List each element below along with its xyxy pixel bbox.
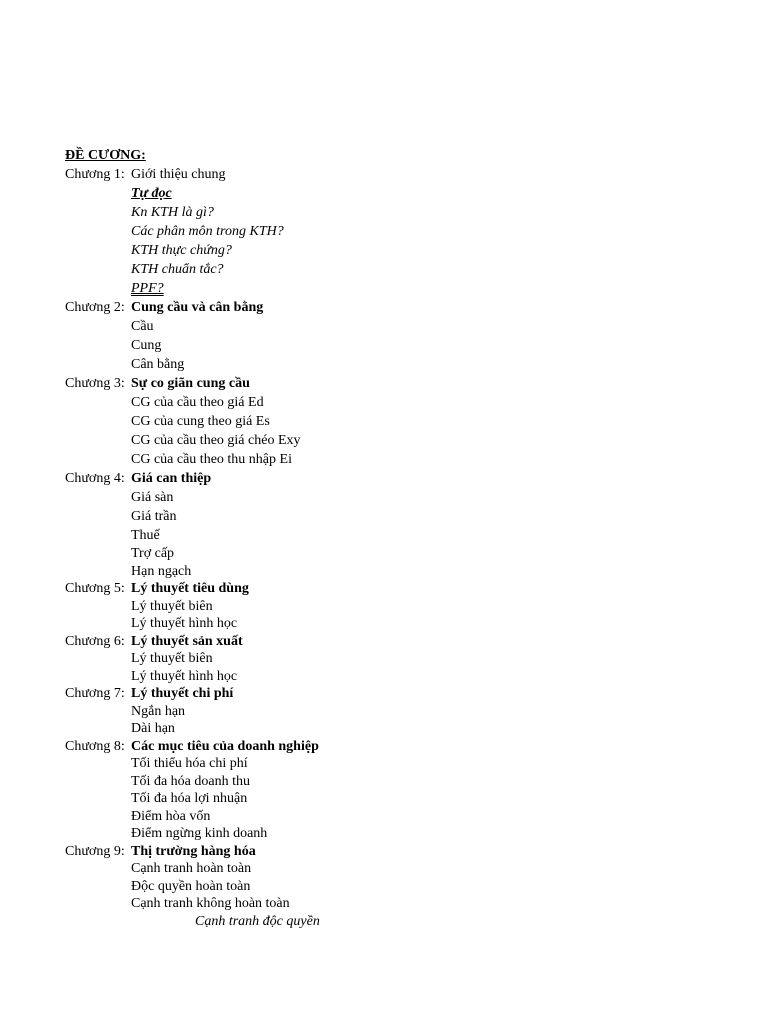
topic-row [65,878,705,896]
topic-item: Kn KTH là gì? [131,205,214,220]
chapter-row [65,374,705,393]
topic-row [65,488,705,507]
topic-row [65,895,705,913]
topic-row [65,184,705,203]
chapter-label: Chương 7: [65,686,125,701]
topic-item: Tối thiểu hóa chi phí [131,756,248,771]
topic-row [65,913,705,931]
outline-list [65,165,705,930]
topic-row [65,545,705,563]
topic-item: CG của cầu theo thu nhập Ei [131,452,292,467]
topic-item: Cân bằng [131,357,185,372]
topic-item: Dài hạn [131,721,175,736]
chapter-label: Chương 6: [65,633,125,649]
topic-row [65,668,705,686]
chapter-row [65,298,705,317]
chapter-label: Chương 9: [65,843,125,859]
chapter-title: Lý thuyết tiêu dùng [131,581,249,596]
chapter-title: Các mục tiêu của doanh nghiệp [131,738,319,754]
chapter-title: Giá can thiệp [131,471,212,486]
topic-row [65,203,705,222]
topic-item: Các phân môn trong KTH? [131,224,284,239]
topic-item: Lý thuyết hình học [131,668,238,684]
chapter-row [65,843,705,861]
chapter-title: Thị trường hàng hóa [131,843,256,859]
topic-item: Giá trần [131,509,177,524]
chapter-title: Giới thiệu chung [131,167,226,182]
topic-item: Trợ cấp [131,546,175,561]
topic-row [65,860,705,878]
chapter-label: Chương 4: [65,471,125,486]
topic-row [65,720,705,738]
topic-row [65,703,705,721]
topic-item: Lý thuyết biên [131,651,213,666]
chapter-row [65,165,705,184]
chapter-label: Chương 1: [65,167,125,182]
topic-row [65,412,705,431]
topic-row [65,526,705,545]
topic-item: CG của cung theo giá Es [131,414,270,429]
chapter-row [65,469,705,488]
topic-item: Điểm hòa vốn [131,808,211,824]
topic-item: Cạnh tranh không hoàn toàn [131,896,290,911]
topic-row [65,563,705,581]
topic-row [65,260,705,279]
chapter-row [65,738,705,756]
topic-item: Tự đọc [131,186,172,201]
chapter-title: Lý thuyết sản xuất [131,633,243,649]
topic-row [65,825,705,843]
topic-row [65,241,705,260]
topic-row [65,393,705,412]
topic-row [65,615,705,633]
topic-item: KTH chuẩn tắc? [131,262,224,277]
topic-item: Lý thuyết hình học [131,616,238,631]
topic-item: CG của cầu theo giá Ed [131,395,264,410]
chapter-row [65,633,705,651]
chapter-label: Chương 5: [65,581,125,596]
topic-row [65,336,705,355]
topic-row [65,808,705,826]
topic-item: PPF? [131,281,164,296]
chapter-row [65,685,705,703]
topic-item: Tối đa hóa lợi nhuận [131,791,248,806]
topic-row [65,355,705,374]
topic-item: Giá sàn [131,490,174,505]
document-body [65,146,705,930]
topic-item: Lý thuyết biên [131,598,213,614]
topic-item: Điểm ngừng kinh doanh [131,826,268,841]
chapter-label: Chương 2: [65,300,125,315]
topic-item: KTH thực chứng? [131,243,232,258]
topic-row [65,431,705,450]
topic-row [65,317,705,336]
topic-item: Ngắn hạn [131,703,186,719]
topic-row [65,755,705,773]
topic-item: Tối đa hóa doanh thu [131,773,250,789]
topic-row [65,222,705,241]
chapter-title: Sự co giãn cung cầu [131,376,250,391]
topic-row [65,773,705,791]
topic-row [65,650,705,668]
topic-item: Thuế [131,528,160,543]
chapter-title: Cung cầu và cân bằng [131,300,264,315]
topic-item: Cạnh tranh hoàn toàn [131,861,252,876]
chapter-row [65,580,705,598]
topic-row [65,790,705,808]
outline-heading: ĐỀ CƯƠNG: [65,148,146,163]
topic-item: Độc quyền hoàn toàn [131,878,251,894]
chapter-label: Chương 3: [65,376,125,391]
topic-row [65,507,705,526]
chapter-title: Lý thuyết chi phí [131,686,234,701]
topic-row [65,450,705,469]
topic-item: Cung [131,338,162,353]
topic-item: CG của cầu theo giá chéo Exy [131,433,301,448]
topic-row [65,279,705,298]
topic-item: Cạnh tranh độc quyền [195,913,320,929]
topic-item: Cầu [131,319,154,334]
topic-row [65,598,705,616]
topic-item: Hạn ngạch [131,563,192,579]
chapter-label: Chương 8: [65,738,125,754]
